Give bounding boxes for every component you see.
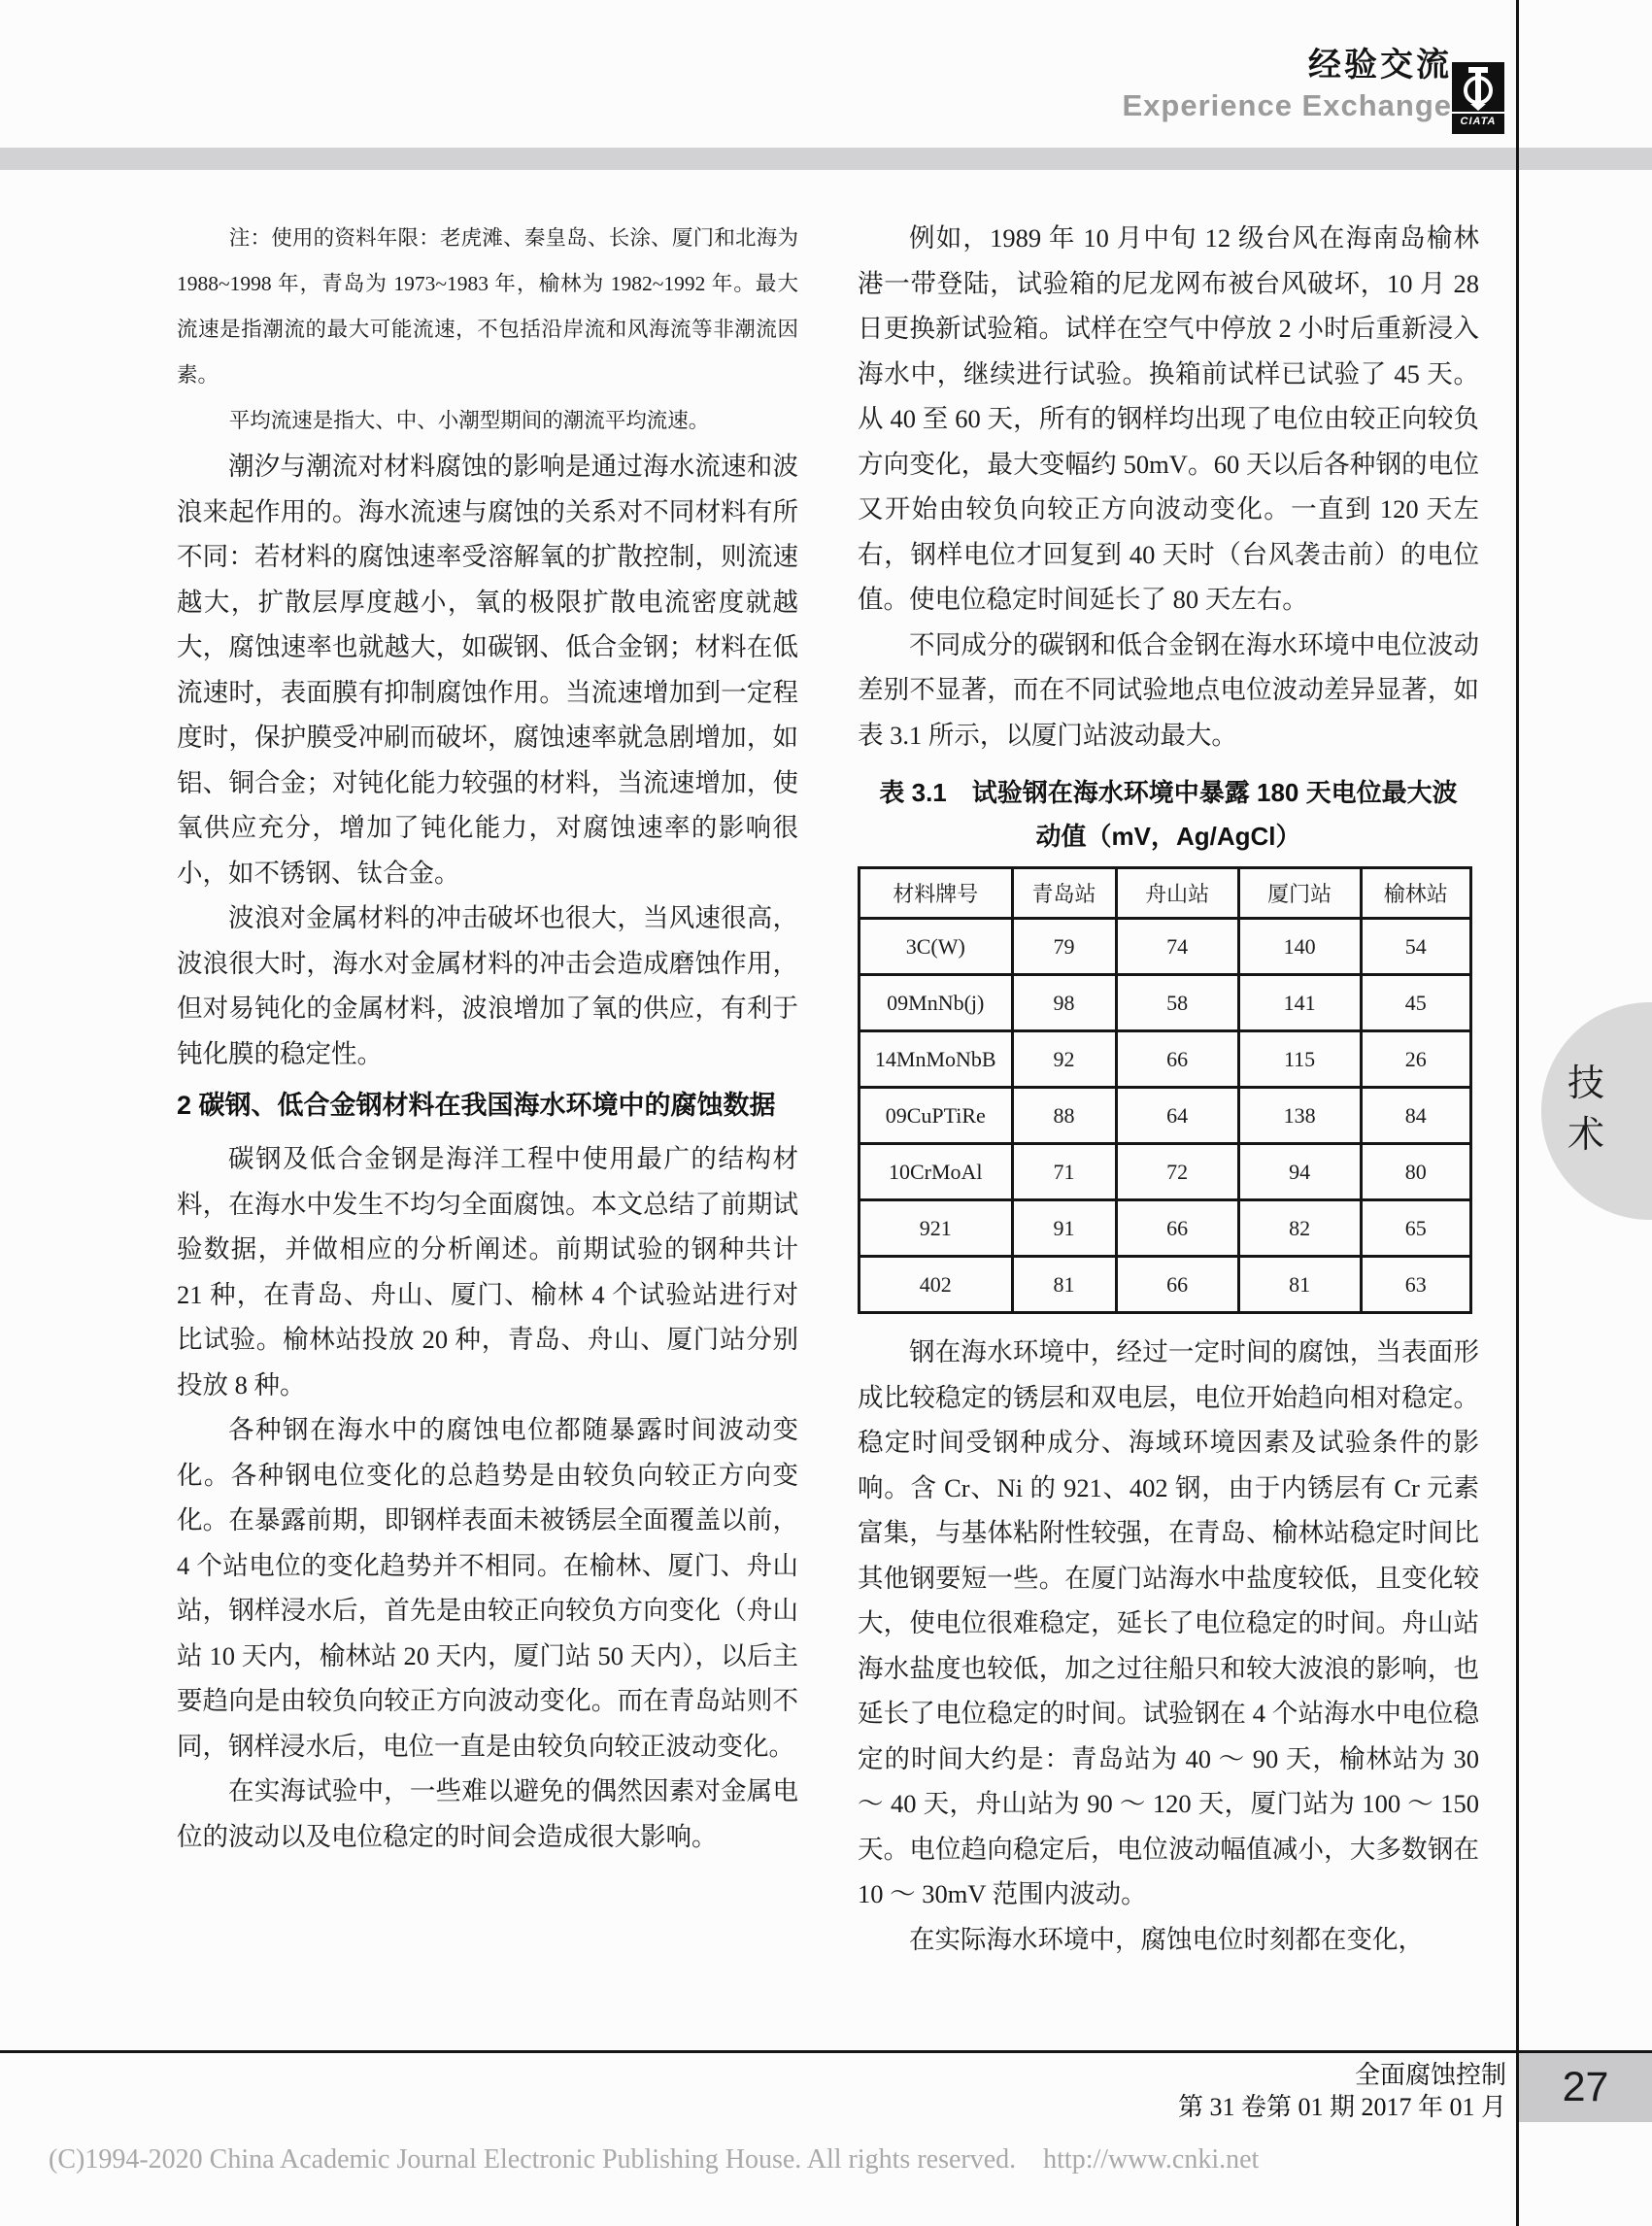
ciata-emblem-icon — [1457, 65, 1500, 112]
table-cell: 84 — [1361, 1088, 1470, 1144]
table-header-cell: 舟山站 — [1116, 868, 1238, 919]
table-row — [860, 975, 1471, 1031]
table-cell: 94 — [1238, 1144, 1361, 1200]
issue-info: 第 31 卷第 01 期 2017 年 01 月 — [1177, 2093, 1506, 2121]
table-row — [860, 1031, 1471, 1088]
table-cell: 58 — [1116, 975, 1238, 1031]
table-cell: 54 — [1361, 919, 1470, 975]
section-badge-label — [1565, 1059, 1607, 1162]
page-header — [1123, 49, 1453, 120]
column-title-en: Experience Exchange — [1122, 88, 1452, 122]
note-paragraph: 平均流速是指大、中、小潮型期间的潮流平均流速。 — [228, 409, 710, 432]
table-title — [858, 771, 1479, 859]
table-cell: 66 — [1116, 1200, 1238, 1257]
table-row — [860, 1200, 1471, 1257]
table-cell: 71 — [1012, 1144, 1116, 1200]
body-paragraph: 各种钢在海水中的腐蚀电位都随暴露时间波动变化。各种钢电位变化的总趋势是由较负向较正方向变化。在暴露前期，即钢样表面未被锈层全面覆盖以前，4 个站电位的变化趋势并不相同。在榆林、厦门、舟山站，钢样浸水后，首先是由较正向较负方向变化（舟山站 10 天内，榆林站 20 天内，厦门站 50 天内），以后主要趋向是由较负向较正方向波动变化。而在青岛站则不同，钢样浸水后，电位一直是由较负向较正波动变化。 — [177, 1415, 798, 1761]
body-paragraph: 钢在海水环境中，经过一定时间的腐蚀，当表面形成比较稳定的锈层和双电层，电位开始趋向相对稳定。稳定时间受钢种成分、海域环境因素及试验条件的影响。含 Cr、Ni 的 921、402 钢，由于内锈层有 Cr 元素富集，与基体粘附性较强，在青岛、榆林站稳定时间比其他钢要短一些。在厦门站海水中盐度较低，且变化较大，使电位很难稳定，延长了电位稳定的时间。舟山站海水盐度也较低，加之过往船只和较大波浪的影响，也延长了电位稳定的时间。试验钢在 4 个站海水中电位稳定的时间大约是：青岛站为 40 ～ 90 天，榆林站为 30 ～ 40 天，舟山站为 90 ～ 120 天，厦门站为 100 ～ 150 天。电位趋向稳定后，电位波动幅值减小，大多数钢在 10 ～ 30mV 范围内波动。 — [858, 1337, 1479, 1908]
table-cell: 64 — [1116, 1088, 1238, 1144]
body-paragraph: 波浪对金属材料的冲击破坏也很大，当风速很高，波浪很大时，海水对金属材料的冲击会造成磨蚀作用，但对易钝化的金属材料，波浪增加了氧的供应，有利于钝化膜的稳定性。 — [177, 903, 798, 1068]
table-cell: 81 — [1238, 1257, 1361, 1313]
table-header-row — [860, 868, 1471, 919]
footer-rule — [0, 2050, 1652, 2053]
table-cell: 66 — [1116, 1031, 1238, 1088]
table-cell: 65 — [1361, 1200, 1470, 1257]
table-cell: 45 — [1361, 975, 1470, 1031]
right-column — [858, 216, 1479, 1962]
table-cell: 402 — [860, 1257, 1013, 1313]
left-column — [177, 216, 798, 1859]
body-paragraph: 不同成分的碳钢和低合金钢在海水环境中电位波动差别不显著，而在不同试验地点电位波动差异显著，如表 3.1 所示，以厦门站波动最大。 — [858, 629, 1479, 750]
table-row — [860, 1144, 1471, 1200]
table-cell: 09MnNb(j) — [860, 975, 1013, 1031]
section-badge-circle — [1541, 1002, 1652, 1220]
table-cell: 74 — [1116, 919, 1238, 975]
ciata-logo — [1452, 62, 1504, 134]
table-cell: 88 — [1012, 1088, 1116, 1144]
top-divider-band — [0, 148, 1652, 170]
table-title-line2: 动值（mV，Ag/AgCl） — [1035, 822, 1301, 851]
table-cell: 63 — [1361, 1257, 1470, 1313]
body-paragraph: 潮汐与潮流对材料腐蚀的影响是通过海水流速和波浪来起作用的。海水流速与腐蚀的关系对不同材料有所不同：若材料的腐蚀速率受溶解氧的扩散控制，则流速越大，扩散层厚度越小，氧的极限扩散电流密度就越大，腐蚀速率也就越大，如碳钢、低合金钢；材料在低流速时，表面膜有抑制腐蚀作用。当流速增加到一定程度时，保护膜受冲刷而破坏，腐蚀速率就急剧增加，如铝、铜合金；对钝化能力较强的材料，当流速增加，使氧供应充分，增加了钝化能力，对腐蚀速率的影响很小，如不锈钢、钛合金。 — [177, 452, 798, 888]
badge-char-2: 术 — [1567, 1115, 1604, 1156]
footer-journal-info — [1178, 2059, 1506, 2123]
table-cell: 66 — [1116, 1257, 1238, 1313]
note-paragraph: 注：使用的资料年限：老虎滩、秦皇岛、长涂、厦门和北海为 1988~1998 年，青岛为 1973~1983 年，榆林为 1982~1992 年。最大流速是指潮流的最大可能流速，不包括沿岸流和风海流等非潮流因素。 — [177, 226, 798, 387]
table-row — [860, 919, 1471, 975]
copyright-line: (C)1994-2020 China Academic Journal Electronic Publishing House. All rights reserved. http://www.cnki.net — [49, 2144, 1260, 2175]
page-number: 27 — [1562, 2064, 1609, 2110]
journal-name: 全面腐蚀控制 — [1354, 2061, 1506, 2089]
table-cell: 14MnMoNbB — [860, 1031, 1013, 1088]
table-cell: 140 — [1238, 919, 1361, 975]
table-row — [860, 1088, 1471, 1144]
table-title-line1: 表 3.1 试验钢在海水环境中暴露 180 天电位最大波 — [879, 778, 1458, 807]
column-title-cn: 经验交流 — [1308, 47, 1452, 84]
table-cell: 81 — [1012, 1257, 1116, 1313]
body-paragraph: 在实际海水环境中，腐蚀电位时刻都在变化， — [909, 1924, 1424, 1954]
badge-char-1: 技 — [1567, 1063, 1604, 1104]
table-cell: 91 — [1012, 1200, 1116, 1257]
table-cell: 141 — [1238, 975, 1361, 1031]
table-cell: 26 — [1361, 1031, 1470, 1088]
table-header-cell: 厦门站 — [1238, 868, 1361, 919]
table-cell: 3C(W) — [860, 919, 1013, 975]
body-paragraph: 例如，1989 年 10 月中旬 12 级台风在海南岛榆林港一带登陆，试验箱的尼龙网布被台风破坏，10 月 28 日更换新试验箱。试样在空气中停放 2 小时后重新浸入海水中，继续进行试验。换箱前试样已试验了 45 天。从 40 至 60 天，所有的钢样均出现了电位由较正向较负方向变化，最大变幅约 50mV。60 天以后各种钢的电位又开始由较负向较正方向波动变化。一直到 120 天左右，钢样电位才回复到 40 天时（台风袭击前）的电位值。使电位稳定时间延长了 80 天左右。 — [858, 223, 1479, 614]
table-cell: 80 — [1361, 1144, 1470, 1200]
section-heading: 2 碳钢、低合金钢材料在我国海水环境中的腐蚀数据 — [177, 1091, 776, 1120]
table-row — [860, 1257, 1471, 1313]
table-cell: 09CuPTiRe — [860, 1088, 1013, 1144]
table-cell: 10CrMoAl — [860, 1144, 1013, 1200]
potential-fluctuation-table — [858, 866, 1472, 1314]
body-paragraph: 碳钢及低合金钢是海洋工程中使用最广的结构材料，在海水中发生不均匀全面腐蚀。本文总结了前期试验数据，并做相应的分析阐述。前期试验的钢种共计 21 种，在青岛、舟山、厦门、榆林 4 个试验站进行对比试验。榆林站投放 20 种，青岛、舟山、厦门站分别投放 8 种。 — [177, 1144, 798, 1400]
table-cell: 82 — [1238, 1200, 1361, 1257]
table-cell: 98 — [1012, 975, 1116, 1031]
table-header-cell: 材料牌号 — [860, 868, 1013, 919]
table-cell: 115 — [1238, 1031, 1361, 1088]
body-paragraph: 在实海试验中，一些难以避免的偶然因素对金属电位的波动以及电位稳定的时间会造成很大影响。 — [177, 1776, 798, 1851]
table-header-cell: 榆林站 — [1361, 868, 1470, 919]
table-cell: 138 — [1238, 1088, 1361, 1144]
page-number-box — [1519, 2053, 1652, 2122]
table-header-cell: 青岛站 — [1012, 868, 1116, 919]
table-cell: 921 — [860, 1200, 1013, 1257]
ciata-logo-text: CIATA — [1452, 112, 1504, 127]
table-cell: 92 — [1012, 1031, 1116, 1088]
table-cell: 72 — [1116, 1144, 1238, 1200]
page-border-line — [1516, 0, 1519, 2226]
table-cell: 79 — [1012, 919, 1116, 975]
